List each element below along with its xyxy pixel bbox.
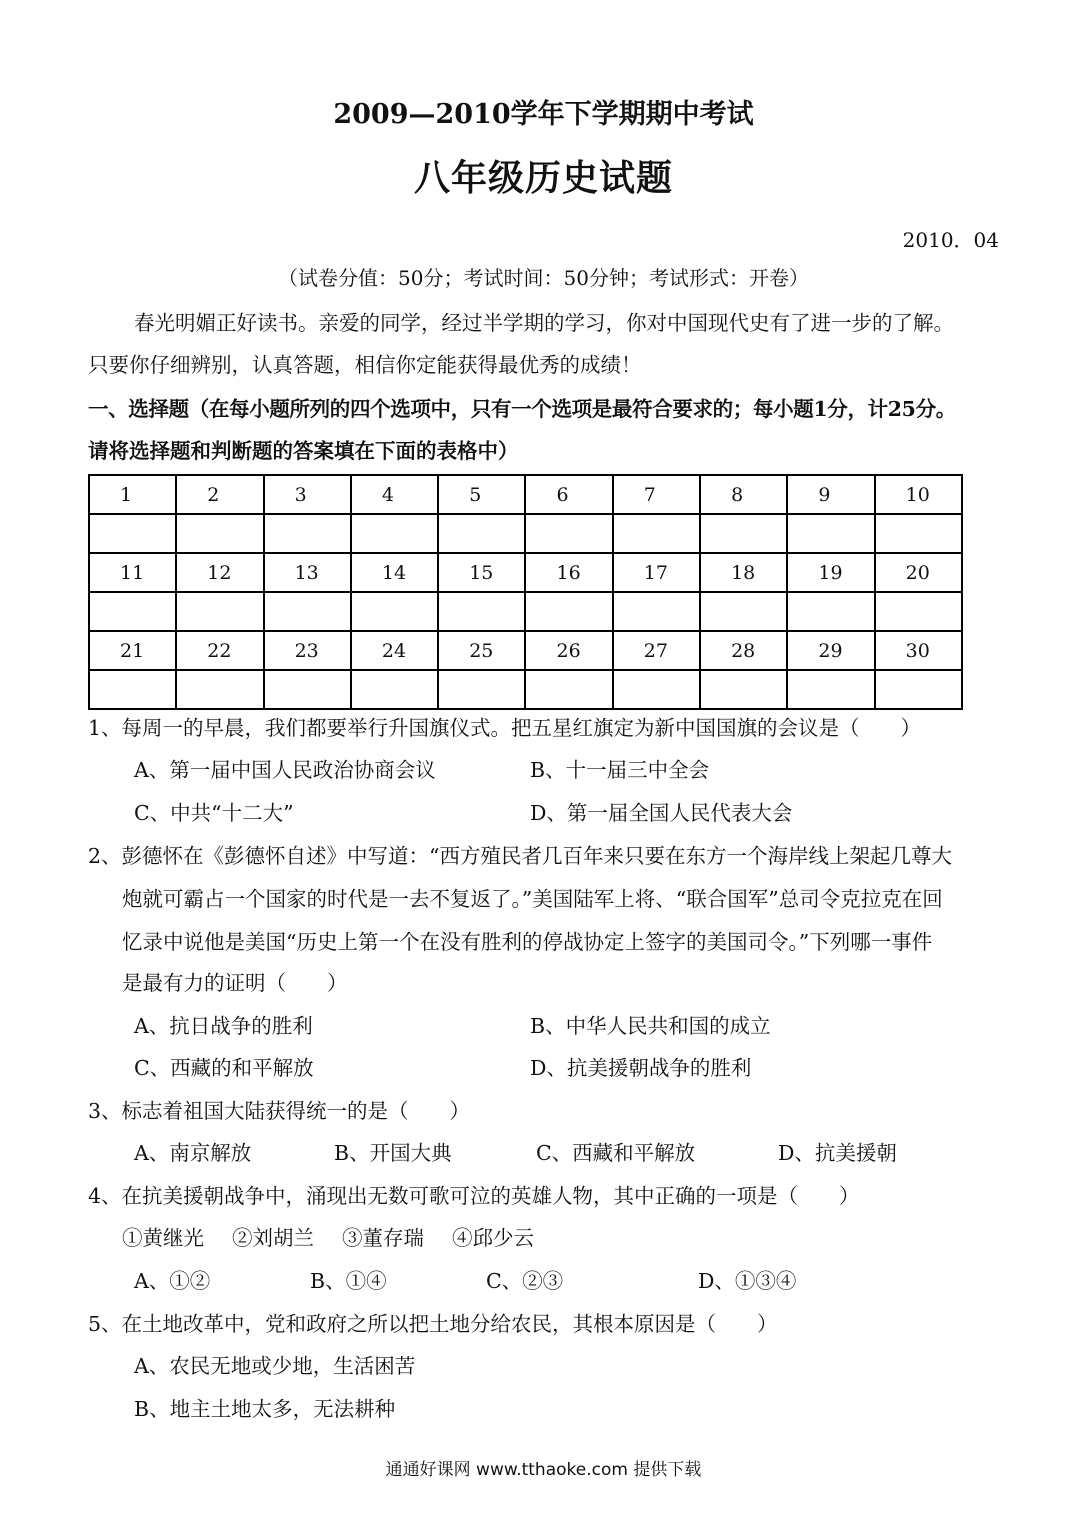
question-2-option-d: D、抗美援朝战争的胜利	[530, 1056, 752, 1080]
question-3-stem: 3、标志着祖国大陆获得统一的是（ ）	[88, 1099, 471, 1123]
question-4-option-c: C、②③	[486, 1269, 564, 1293]
question-2-stem-line-4: 是最有力的证明（ ）	[122, 971, 348, 995]
answer-grid-number: 25	[438, 631, 525, 670]
answer-grid-answer-row	[89, 514, 962, 553]
answer-cell[interactable]	[438, 670, 525, 709]
exam-info: （试卷分值：50分；考试时间：50分钟；考试形式：开卷）	[278, 266, 809, 290]
footer-source: 通通好课网 www.tthaoke.com 提供下载	[385, 1460, 702, 1480]
answer-cell[interactable]	[525, 514, 612, 553]
exam-date: 2010．04	[902, 228, 999, 252]
question-4-item-4: ④邱少云	[452, 1226, 534, 1250]
answer-grid-number: 11	[89, 553, 176, 592]
answer-grid-number: 10	[875, 475, 962, 514]
question-4-item-1: ①黄继光	[122, 1226, 204, 1250]
answer-grid-number: 19	[787, 553, 874, 592]
answer-grid-number: 9	[787, 475, 874, 514]
question-4-stem: 4、在抗美援朝战争中，涌现出无数可歌可泣的英雄人物，其中正确的一项是（ ）	[88, 1184, 860, 1208]
section-1-instructions-line-2: 请将选择题和判断题的答案填在下面的表格中）	[88, 439, 519, 463]
answer-cell[interactable]	[787, 592, 874, 631]
answer-cell[interactable]	[525, 592, 612, 631]
answer-grid-number: 27	[613, 631, 700, 670]
answer-cell[interactable]	[351, 592, 438, 631]
answer-grid-number: 30	[875, 631, 962, 670]
question-2-stem-line-1: 2、彭德怀在《彭德怀自述》中写道：“西方殖民者几百年来只要在东方一个海岸线上架起几尊大	[88, 844, 953, 868]
question-5-stem: 5、在土地改革中，党和政府之所以把土地分给农民，其根本原因是（ ）	[88, 1312, 778, 1336]
question-3-option-a: A、南京解放	[134, 1141, 252, 1165]
exam-subtitle: 八年级历史试题	[413, 157, 673, 199]
answer-grid-number: 16	[525, 553, 612, 592]
question-4-option-d: D、①③④	[698, 1269, 797, 1293]
question-5-option-b: B、地主土地太多，无法耕种	[134, 1397, 396, 1421]
answer-cell[interactable]	[438, 514, 525, 553]
answer-cell[interactable]	[264, 514, 351, 553]
question-1-option-a: A、第一届中国人民政治协商会议	[134, 758, 436, 782]
answer-grid-number: 4	[351, 475, 438, 514]
answer-grid-number: 7	[613, 475, 700, 514]
answer-grid-number-row	[89, 631, 962, 670]
answer-grid-number: 22	[176, 631, 263, 670]
answer-cell[interactable]	[613, 592, 700, 631]
answer-cell[interactable]	[176, 670, 263, 709]
answer-grid-number: 5	[438, 475, 525, 514]
question-4-item-2: ②刘胡兰	[232, 1226, 314, 1250]
answer-cell[interactable]	[787, 514, 874, 553]
answer-grid-number: 12	[176, 553, 263, 592]
answer-cell[interactable]	[89, 592, 176, 631]
answer-grid-number: 14	[351, 553, 438, 592]
answer-grid-answer-row	[89, 670, 962, 709]
answer-cell[interactable]	[787, 670, 874, 709]
answer-grid-number: 20	[875, 553, 962, 592]
answer-cell[interactable]	[875, 514, 962, 553]
answer-cell[interactable]	[613, 514, 700, 553]
answer-grid-number: 18	[700, 553, 787, 592]
question-3-option-c: C、西藏和平解放	[536, 1141, 696, 1165]
question-5-option-a: A、农民无地或少地，生活困苦	[134, 1354, 416, 1378]
answer-grid-answer-row	[89, 592, 962, 631]
answer-cell[interactable]	[700, 514, 787, 553]
question-1-option-b: B、十一届三中全会	[530, 758, 710, 782]
section-1-instructions-line-1: 一、选择题（在每小题所列的四个选项中，只有一个选项是最符合要求的；每小题1分，计25分。	[88, 397, 956, 421]
answer-cell[interactable]	[700, 592, 787, 631]
answer-grid-number: 26	[525, 631, 612, 670]
answer-grid-number: 21	[89, 631, 176, 670]
answer-cell[interactable]	[438, 592, 525, 631]
answer-grid-number: 29	[787, 631, 874, 670]
answer-cell[interactable]	[613, 670, 700, 709]
answer-grid-number-row	[89, 553, 962, 592]
intro-line-2: 只要你仔细辨别，认真答题，相信你定能获得最优秀的成绩！	[88, 353, 642, 377]
question-3-option-b: B、开国大典	[334, 1141, 452, 1165]
answer-cell[interactable]	[525, 670, 612, 709]
answer-cell[interactable]	[89, 670, 176, 709]
question-1-option-d: D、第一届全国人民代表大会	[530, 801, 793, 825]
question-1-option-c: C、中共“十二大”	[134, 801, 294, 825]
question-2-stem-line-3: 忆录中说他是美国“历史上第一个在没有胜利的停战协定上签字的美国司令。”下列哪一事件	[122, 930, 933, 954]
answer-grid-number-row	[89, 475, 962, 514]
answer-grid-number: 3	[264, 475, 351, 514]
question-4-item-3: ③董存瑞	[342, 1226, 424, 1250]
answer-cell[interactable]	[875, 670, 962, 709]
question-4-option-b: B、①④	[310, 1269, 387, 1293]
intro-line-1: 春光明媚正好读书。亲爱的同学，经过半学期的学习，你对中国现代史有了进一步的了解。	[134, 311, 954, 335]
answer-grid-number: 13	[264, 553, 351, 592]
question-2-stem-line-2: 炮就可霸占一个国家的时代是一去不复返了。”美国陆军上将、“联合国军”总司令克拉克在回	[122, 887, 943, 911]
answer-grid-number: 2	[176, 475, 263, 514]
answer-cell[interactable]	[351, 514, 438, 553]
answer-grid-number: 8	[700, 475, 787, 514]
answer-grid-number: 23	[264, 631, 351, 670]
answer-cell[interactable]	[89, 514, 176, 553]
answer-grid-number: 1	[89, 475, 176, 514]
answer-cell[interactable]	[875, 592, 962, 631]
question-4-option-a: A、①②	[134, 1269, 211, 1293]
question-1-stem: 1、每周一的早晨，我们都要举行升国旗仪式。把五星红旗定为新中国国旗的会议是（ ）	[88, 716, 922, 740]
exam-title: 2009—2010学年下学期期中考试	[333, 99, 754, 130]
question-2-option-b: B、中华人民共和国的成立	[530, 1014, 771, 1038]
answer-grid-number: 15	[438, 553, 525, 592]
answer-grid-number: 6	[525, 475, 612, 514]
answer-grid-number: 24	[351, 631, 438, 670]
answer-cell[interactable]	[176, 592, 263, 631]
question-2-option-c: C、西藏的和平解放	[134, 1056, 314, 1080]
answer-cell[interactable]	[351, 670, 438, 709]
answer-cell[interactable]	[264, 670, 351, 709]
answer-cell[interactable]	[700, 670, 787, 709]
answer-grid	[88, 474, 963, 710]
answer-cell[interactable]	[176, 514, 263, 553]
answer-grid-number: 17	[613, 553, 700, 592]
answer-cell[interactable]	[264, 592, 351, 631]
question-3-option-d: D、抗美援朝	[778, 1141, 897, 1165]
question-2-option-a: A、抗日战争的胜利	[134, 1014, 313, 1038]
answer-grid-number: 28	[700, 631, 787, 670]
